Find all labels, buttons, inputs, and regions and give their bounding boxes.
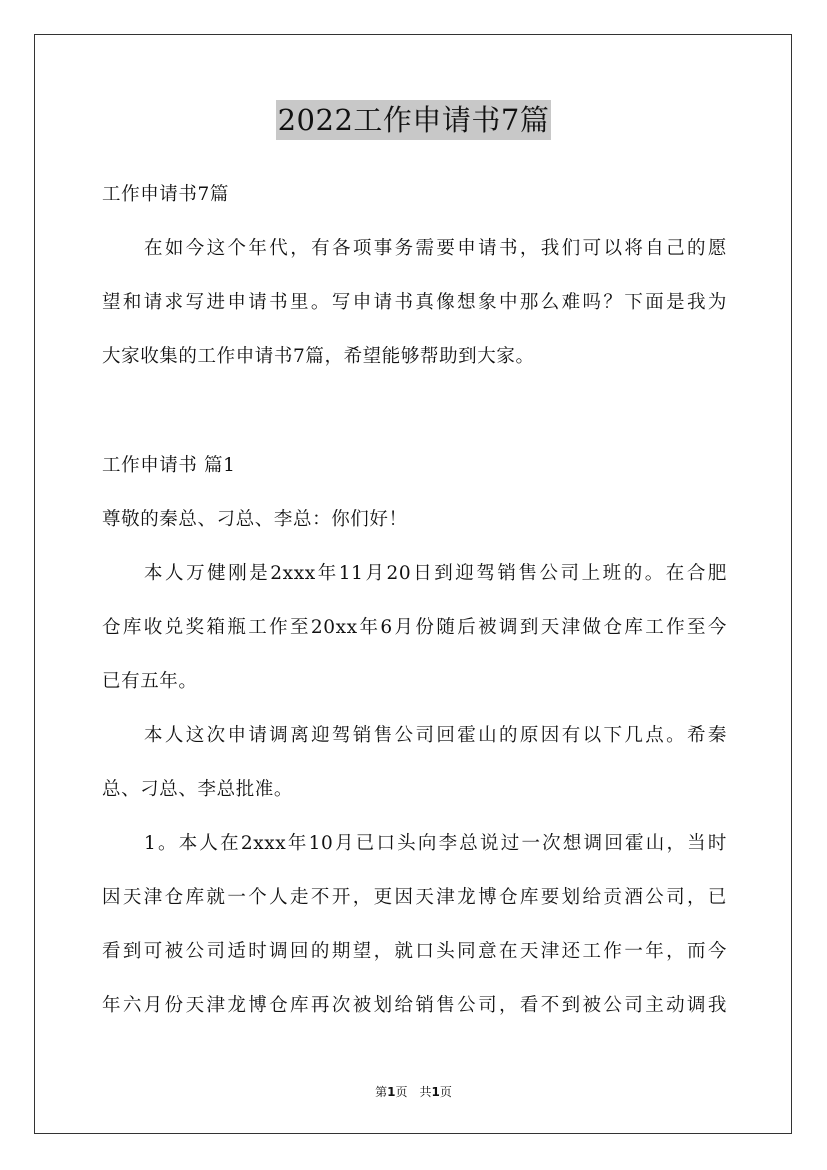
page-footer	[0, 1083, 827, 1100]
para3-line-4: 年六月份天津龙博仓库再次被划给销售公司，看不到被公司主动调我	[102, 995, 727, 1016]
footer-prefix: 第	[375, 1085, 388, 1099]
document-subtitle: 工作申请书7篇	[102, 184, 229, 205]
footer-mid: 页 共	[395, 1085, 432, 1099]
salutation: 尊敬的秦总、刁总、李总：你们好！	[102, 509, 408, 530]
footer-suffix: 页	[439, 1085, 452, 1099]
intro-line-3: 大家收集的工作申请书7篇，希望能够帮助到大家。	[102, 346, 535, 367]
para1-line-2: 仓库收兑奖箱瓶工作至20xx年6月份随后被调到天津做仓库工作至今	[102, 617, 727, 638]
para1-line-1: 本人万健刚是2xxx年11月20日到迎驾销售公司上班的。在合肥	[144, 563, 727, 584]
total-pages: 1	[431, 1085, 440, 1099]
para2-line-2: 总、刁总、李总批准。	[102, 779, 294, 800]
para3-line-1: 1。本人在2xxx年10月已口头向李总说过一次想调回霍山，当时	[144, 833, 727, 854]
section-heading: 工作申请书 篇1	[102, 455, 236, 476]
page-number: 1	[387, 1085, 396, 1099]
document-title: 2022工作申请书7篇	[276, 100, 552, 140]
para3-line-3: 看到可被公司适时调回的期望，就口头同意在天津还工作一年，而今	[102, 941, 727, 962]
intro-line-2: 望和请求写进申请书里。写申请书真像想象中那么难吗？下面是我为	[102, 292, 727, 313]
intro-line-1: 在如今这个年代，有各项事务需要申请书，我们可以将自己的愿	[144, 238, 727, 259]
para1-line-3: 已有五年。	[102, 671, 198, 692]
para2-line-1: 本人这次申请调离迎驾销售公司回霍山的原因有以下几点。希秦	[144, 725, 727, 746]
para3-line-2: 因天津仓库就一个人走不开，更因天津龙博仓库要划给贡酒公司，已	[102, 887, 727, 908]
